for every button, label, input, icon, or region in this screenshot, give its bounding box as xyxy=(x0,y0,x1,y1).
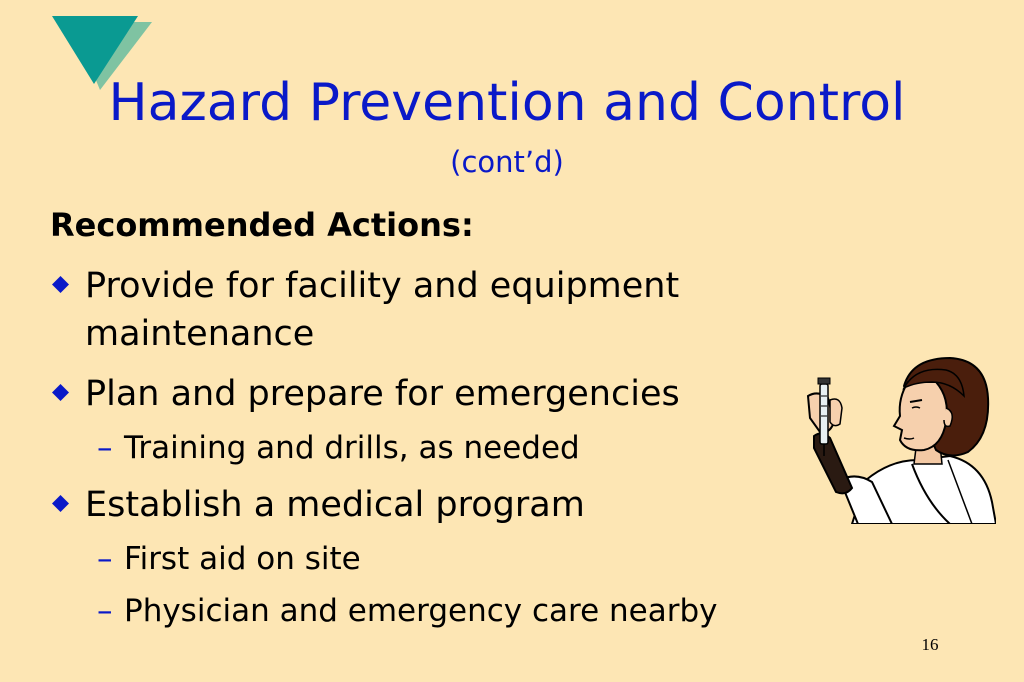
diamond-bullet-icon xyxy=(52,276,69,293)
diamond-bullet-icon xyxy=(52,495,69,512)
diamond-bullet-icon xyxy=(52,384,69,401)
sub-bullet-item xyxy=(97,589,837,633)
slide-subtitle: (cont’d) xyxy=(450,145,564,179)
dash-marker: – xyxy=(97,430,113,466)
sub-bullet-text: Physician and emergency care nearby xyxy=(124,593,718,629)
page-number: 16 xyxy=(921,635,939,654)
bullet-item xyxy=(50,370,810,418)
bullet-text: Provide for facility and equipment maintenance xyxy=(85,266,680,354)
dash-marker: – xyxy=(97,541,113,577)
sub-bullet-item xyxy=(97,537,837,581)
section-heading: Recommended Actions: xyxy=(50,206,474,244)
bullet-text: Establish a medical program xyxy=(85,485,585,525)
bullet-text: Plan and prepare for emergencies xyxy=(85,374,680,414)
bullet-item xyxy=(50,262,810,358)
sub-bullet-text: First aid on site xyxy=(124,541,361,577)
bullet-item xyxy=(50,481,810,529)
sub-bullet-text: Training and drills, as needed xyxy=(124,430,580,466)
nurse-with-syringe-illustration xyxy=(800,352,996,524)
sub-bullet-item xyxy=(97,426,837,470)
dash-marker: – xyxy=(97,593,113,629)
slide-title: Hazard Prevention and Control xyxy=(108,73,906,133)
